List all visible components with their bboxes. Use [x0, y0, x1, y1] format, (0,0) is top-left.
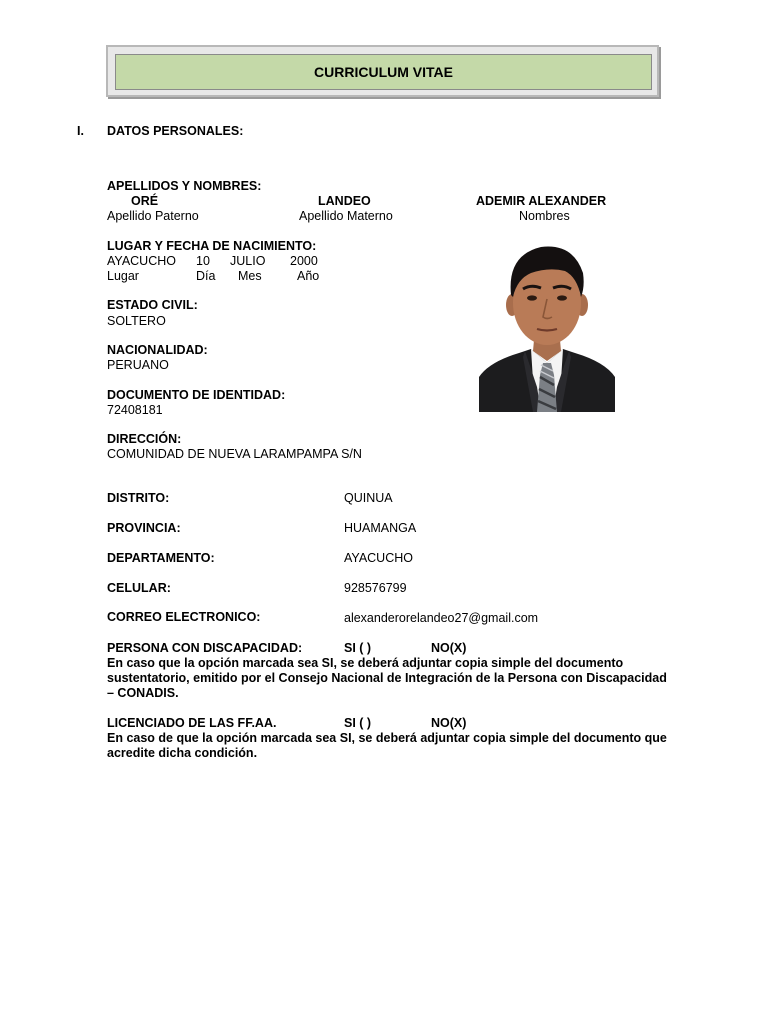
section-number: I. [77, 124, 84, 138]
birth-place: AYACUCHO [107, 254, 176, 268]
department-value: AYACUCHO [344, 551, 413, 565]
province-value: HUAMANGA [344, 521, 417, 535]
department-label: DEPARTAMENTO: [107, 551, 215, 565]
names-label: APELLIDOS Y NOMBRES: [107, 179, 262, 193]
apellido-materno-caption: Apellido Materno [299, 209, 393, 223]
military-si-option: SI ( ) [344, 716, 372, 730]
military-label: LICENCIADO DE LAS FF.AA. [107, 716, 277, 730]
address-label: DIRECCIÓN: [107, 432, 182, 446]
birth-day: 10 [196, 254, 210, 268]
id-document-label: DOCUMENTO DE IDENTIDAD: [107, 388, 286, 402]
nationality-label: NACIONALIDAD: [107, 343, 208, 357]
nationality-value: PERUANO [107, 358, 169, 372]
birth-label: LUGAR Y FECHA DE NACIMIENTO: [107, 239, 317, 253]
district-value: QUINUA [344, 491, 393, 505]
disability-note: En caso que la opción marcada sea SI, se deberá adjuntar copia simple del documento sustentatorio, emitido por el Consejo Nacional de Integración de la Persona con Discapacidad – CONADIS. [107, 656, 667, 700]
birth-place-caption: Lugar [107, 269, 139, 283]
disability-no-option: NO(X) [431, 641, 467, 655]
civil-label: ESTADO CIVIL: [107, 298, 198, 312]
military-no-option: NO(X) [431, 716, 467, 730]
civil-value: SOLTERO [107, 314, 166, 328]
phone-label: CELULAR: [107, 581, 171, 595]
district-label: DISTRITO: [107, 491, 170, 505]
profile-photo [479, 237, 615, 412]
nombres-value: ADEMIR ALEXANDER [476, 194, 607, 208]
birth-month-caption: Mes [238, 269, 262, 283]
section-title: DATOS PERSONALES: [107, 124, 244, 138]
military-note: En caso de que la opción marcada sea SI, se deberá adjuntar copia simple del documento que acredite dicha condición. [107, 731, 667, 760]
birth-month: JULIO [230, 254, 266, 268]
nombres-caption: Nombres [519, 209, 570, 223]
disability-si-option: SI ( ) [344, 641, 372, 655]
page-title: CURRICULUM VITAE [115, 54, 652, 90]
email-label: CORREO ELECTRONICO: [107, 610, 261, 624]
title-banner [106, 45, 659, 97]
disability-label: PERSONA CON DISCAPACIDAD: [107, 641, 303, 655]
address-value: COMUNIDAD DE NUEVA LARAMPAMPA S/N [107, 447, 362, 461]
province-label: PROVINCIA: [107, 521, 181, 535]
email-value: alexanderorelandeo27@gmail.com [344, 611, 539, 625]
apellido-materno-value: LANDEO [318, 194, 371, 208]
phone-value: 928576799 [344, 581, 407, 595]
id-document-value: 72408181 [107, 403, 163, 417]
birth-year-caption: Año [297, 269, 320, 283]
apellido-paterno-caption: Apellido Paterno [107, 209, 199, 223]
birth-day-caption: Día [196, 269, 216, 283]
birth-year: 2000 [290, 254, 318, 268]
apellido-paterno-value: ORÉ [131, 194, 159, 208]
